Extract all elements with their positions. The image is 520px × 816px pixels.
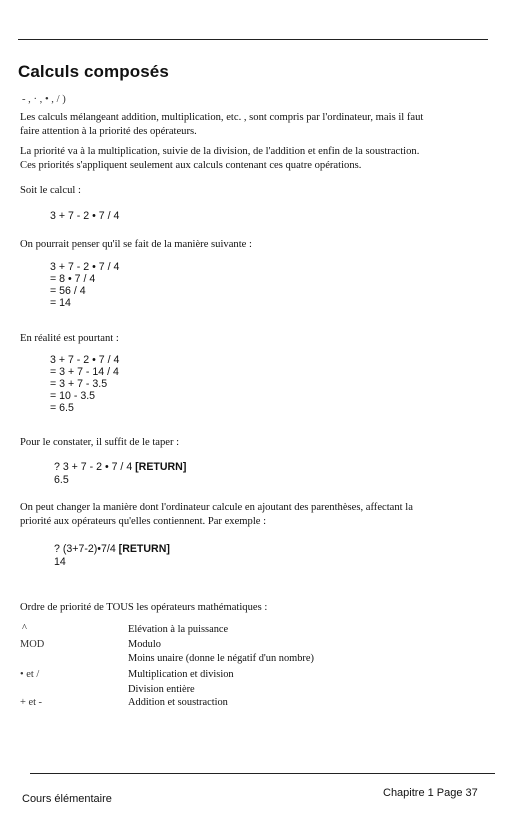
para-realite: En réalité est pourtant : (20, 333, 119, 344)
priority-desc-2: Modulo (128, 639, 161, 650)
command-input: ? 3 + 7 - 2 • 7 / 4 (54, 461, 136, 473)
para-constater: Pour le constater, il suffit de le taper : (20, 437, 180, 448)
command-output-1: 6.5 (54, 474, 69, 486)
priority-desc-4: Multiplication et division (128, 669, 234, 680)
top-rule (18, 39, 488, 40)
para-ordre: Ordre de priorité de TOUS les opérateurs mathématiques : (20, 602, 268, 613)
footer-left: Cours élémentaire (22, 793, 112, 805)
para-priority-1: La priorité va à la multiplication, suivie de la division, de l'addition et enfin de la soustraction. (20, 146, 420, 157)
para-penser: On pourrait penser qu'il se fait de la manière suivante : (20, 239, 252, 250)
bottom-rule (30, 773, 495, 774)
footer-right: Chapitre 1 Page 37 (383, 787, 478, 799)
calc-wrong-line-2: = 8 • 7 / 4 (50, 273, 96, 285)
calc-example: 3 + 7 - 2 • 7 / 4 (50, 210, 120, 222)
priority-desc-3: Moins unaire (donne le négatif d'un nombre) (128, 653, 314, 664)
calc-right-line-4: = 10 - 3.5 (50, 390, 96, 402)
calc-wrong-line-4: = 14 (50, 297, 71, 309)
calc-wrong-line-3: = 56 / 4 (50, 285, 86, 297)
para-parentheses-2: priorité aux opérateurs qu'elles contiennent. Par exemple : (20, 516, 267, 527)
section-title: Calculs composés (18, 62, 169, 81)
priority-op-4: • et / (20, 669, 40, 680)
calc-right-line-1: 3 + 7 - 2 • 7 / 4 (50, 354, 120, 366)
calc-wrong-line-1: 3 + 7 - 2 • 7 / 4 (50, 261, 120, 273)
calc-right-line-2: = 3 + 7 - 14 / 4 (50, 366, 119, 378)
operators-line: - , · , • , / ) (22, 94, 66, 105)
return-key-label: [RETURN] (135, 461, 187, 473)
priority-desc-6: Addition et soustraction (128, 697, 228, 708)
calc-right-line-3: = 3 + 7 - 3.5 (50, 378, 108, 390)
priority-desc-1: Elévation à la puissance (128, 624, 229, 635)
priority-op-2: MOD (20, 639, 45, 650)
priority-desc-5: Division entière (128, 684, 195, 695)
command-line-1 (54, 461, 186, 473)
command-output-2: 14 (54, 556, 66, 568)
para-priority-2: Ces priorités s'appliquent seulement aux calculs contenant ces quatre opérations. (20, 160, 362, 171)
priority-op-6: + et - (20, 697, 43, 708)
return-key-label: [RETURN] (118, 543, 170, 555)
para-intro-2: faire attention à la priorité des opérateurs. (20, 126, 197, 137)
calc-right-line-5: = 6.5 (50, 402, 74, 414)
para-parentheses-1: On peut changer la manière dont l'ordinateur calcule en ajoutant des parenthèses, affectant la (20, 502, 413, 513)
command-line-2 (54, 543, 170, 555)
command-input: ? (3+7-2)•7/4 (54, 543, 119, 555)
para-intro-1: Les calculs mélangeant addition, multiplication, etc. , sont compris par l'ordinateur, mais il faut (20, 112, 424, 123)
priority-op-1: ^ (22, 623, 27, 634)
para-soit: Soit le calcul : (20, 185, 81, 196)
